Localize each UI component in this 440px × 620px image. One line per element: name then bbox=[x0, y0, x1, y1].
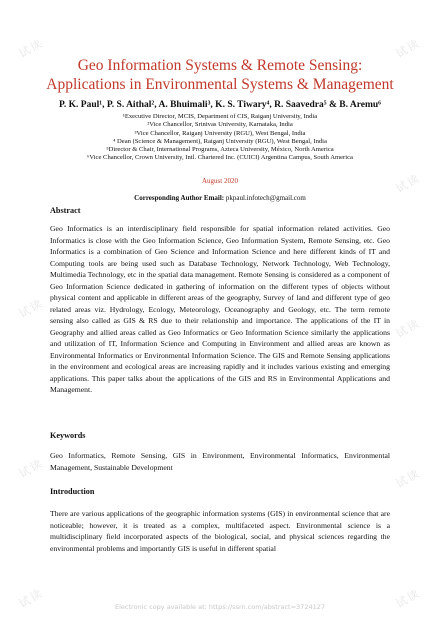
affiliation-item: ⁶Vice Chancellor, Crown University, Intl. Chartered Inc. (CUICI) Argentina Campus, South America bbox=[87, 154, 353, 162]
keywords-heading: Keywords bbox=[50, 431, 86, 440]
affiliation-item: ⁵Director & Chair, International Programs, Azteca University, México, North America bbox=[106, 146, 334, 154]
keywords-text: Geo Informatics, Remote Sensing, GIS in Environment, Environmental Informatics, Environmental Management, Sustainable Development bbox=[50, 451, 390, 472]
abstract-text: Geo Informatics is an interdisciplinary field responsible for spatial information related activities. Geo Informatics is close with the Geo Information Science, Geo Information System, Remote Sensing, etc. Geo Informatics is a combination of Geo Science and Information Science and here different kinds of IT and Computing tools are being used such as Database Technology, Network Technology, Web Technology, Multimedia Technology, etc in the spatial data management. Remote Sensing is considered as a component of Geo Information Science dedicated in gathering of information on the different types of objects without physical content and applicable in different areas of the geography, Survey of land and different type of geo related areas viz. Hydrology, Ecology, Meteorology, Oceanography and Geology, etc. The term remote sensing also called as GIS & RS due to their relationship and importance. The applications of the IT in Geography and allied areas called as Geo Informatics or Geo Information Science similarly the applications and utilization of IT, Information Science and Computing in Environment and allied areas are known as Environmental Informatics or Environmental Information Science. The GIS and Remote Sensing applications in the environment and ecological areas are increasing rapidly and it includes various existing and emerging applications. This paper talks about the applications of the GIS and RS in Environmental Applications and Management. bbox=[50, 224, 390, 394]
watermark: 试读 bbox=[393, 171, 423, 196]
introduction-text: There are various applications of the geographic information systems (GIS) in environmental science that are noticeable; however, it is treated as a complex, multifaceted aspect. Environmental science is a multidisciplinary field incorporated aspects of the biological, social, and physical sciences regarding the environmental problems and importantly GIS is useful in different spatial bbox=[50, 509, 390, 553]
watermark: 试读 bbox=[393, 316, 423, 341]
corresponding-author bbox=[30, 194, 410, 202]
footer-copy-notice: Electronic copy available at: https://ssrn.com/abstract=3724127 bbox=[115, 603, 325, 611]
affiliation-list bbox=[30, 113, 410, 163]
affiliation-item: ³Vice Chancellor, Raiganj University (RGU), West Bengal, India bbox=[134, 129, 306, 137]
watermark: 试读 bbox=[16, 456, 46, 481]
watermark: 试读 bbox=[16, 586, 46, 611]
watermark: 试读 bbox=[16, 296, 46, 321]
watermark: 试读 bbox=[393, 586, 423, 611]
author-list: P. K. Paul¹, P. S. Aithal², A. Bhuimali³, K. S. Tiwary⁴, R. Saavedra⁵ & B. Aremu⁶ bbox=[58, 100, 382, 110]
watermark: 试读 bbox=[393, 36, 423, 61]
affiliation-item: ⁴ Dean (Science & Management), Raiganj University (RGU), West Bengal, India bbox=[113, 137, 327, 145]
watermark: 试读 bbox=[393, 466, 423, 491]
affiliation-item: ¹Executive Director, MCIS, Department of CIS, Raiganj University, India bbox=[122, 113, 318, 120]
corresponding-email: pkpaul.infotech@gmail.com bbox=[225, 194, 306, 202]
introduction-heading: Introduction bbox=[50, 487, 95, 496]
abstract-heading: Abstract bbox=[50, 206, 81, 215]
paper-title: Geo Information Systems & Remote Sensing: Applications in Environmental Systems & Management bbox=[46, 57, 394, 93]
publication-date: August 2020 bbox=[202, 177, 238, 185]
watermark: 试读 bbox=[16, 36, 46, 61]
corresponding-label: Corresponding Author Email: bbox=[134, 194, 225, 202]
affiliation-item: ²Vice Chancellor, Srinivas University, Karnataka, India bbox=[147, 121, 293, 129]
